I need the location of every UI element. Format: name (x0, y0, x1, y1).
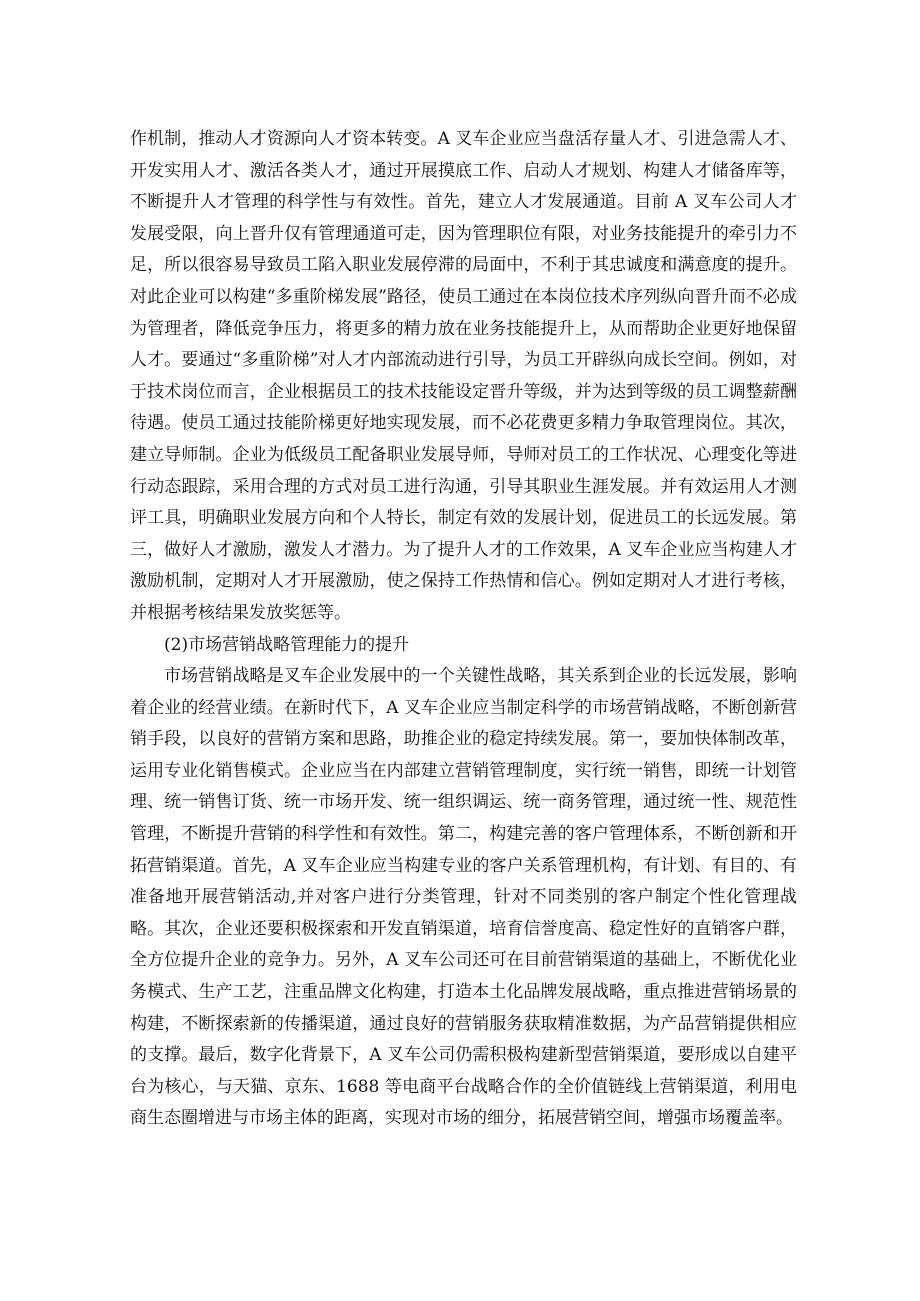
document-page (130, 124, 797, 1135)
paragraph-marketing-strategy: 市场营销战略是叉车企业发展中的一个关键性战略，其关系到企业的长远发展，影响着企业的经营业绩。在新时代下，A 叉车企业应当制定科学的市场营销战略，不断创新营销手段，以良好的营销方案和思路，助推企业的稳定持续发展。第一，要加快体制改革，运用专业化销售模式。企业应当在内部建立营销管理制度，实行统一销售，即统一计划管理、统一销售订货、统一市场开发、统一组织调运、统一商务管理，通过统一性、规范性管理，不断提升营销的科学性和有效性。第二，构建完善的客户管理体系，不断创新和开拓营销渠道。首先，A 叉车企业应当构建专业的客户关系管理机构，有计划、有目的、有准备地开展营销活动,并对客户进行分类管理，针对不同类别的客户制定个性化管理战略。其次，企业还要积极探索和开发直销渠道，培育信誉度高、稳定性好的直销客户群，全方位提升企业的竞争力。另外，A 叉车公司还可在目前营销渠道的基础上，不断优化业务模式、生产工艺，注重品牌文化构建，打造本土化品牌发展战略，重点推进营销场景的构建，不断探索新的传播渠道，通过良好的营销服务获取精准数据，为产品营销提供相应的支撑。最后，数字化背景下，A 叉车公司仍需积极构建新型营销渠道，要形成以自建平台为核心，与天猫、京东、1688 等电商平台战略合作的全价值链线上营销渠道，利用电商生态圈增进与市场主体的距离，实现对市场的细分，拓展营销空间，增强市场覆盖率。 (130, 666, 797, 1129)
paragraph-talent-mechanism: 作机制，推动人才资源向人才资本转变。A 叉车企业应当盘活存量人才、引进急需人才、开发实用人才、激活各类人才，通过开展摸底工作、启动人才规划、构建人才储备库等，不断提升人才管理的科学性与有效性。首先，建立人才发展通道。目前 A 叉车公司人才发展受限，向上晋升仅有管理通道可走，因为管理职位有限，对业务技能提升的牵引力不足，所以很容易导致员工陷入职业发展停滞的局面中，不利于其忠诚度和满意度的提升。对此企业可以构建“多重阶梯发展”路径，使员工通过在本岗位技术序列纵向晋升而不必成为管理者，降低竞争压力，将更多的精力放在业务技能提升上，从而帮助企业更好地保留人才。要通过“多重阶梯”对人才内部流动进行引导，为员工开辟纵向成长空间。例如，对于技术岗位而言，企业根据员工的技术技能设定晋升等级，并为达到等级的员工调整薪酬待遇。使员工通过技能阶梯更好地实现发展，而不必花费更多精力争取管理岗位。其次，建立导师制。企业为低级员工配备职业发展导师，导师对员工的工作状况、心理变化等进行动态跟踪，采用合理的方式对员工进行沟通，引导其职业生涯发展。并有效运用人才测评工具，明确职业发展方向和个人特长，制定有效的发展计划，促进员工的长远发展。第三，做好人才激励，激发人才潜力。为了提升人才的工作效果，A 叉车企业应当构建人才激励机制，定期对人才开展激励，使之保持工作热情和信心。例如定期对人才进行考核，并根据考核结果发放奖惩等。 (130, 129, 797, 623)
section-heading-marketing: (2)市场营销战略管理能力的提升 (164, 634, 410, 655)
